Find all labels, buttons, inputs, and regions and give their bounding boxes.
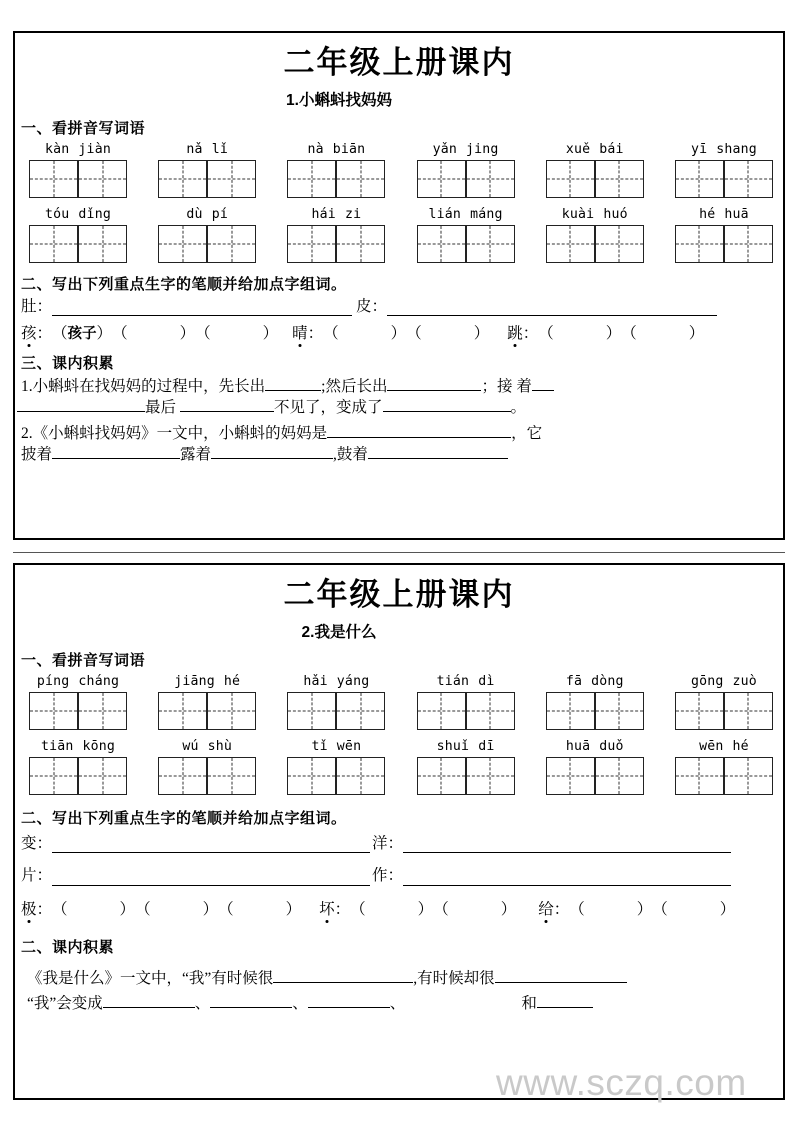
tianzige-cell[interactable] [287,160,336,198]
colon: ： [387,867,404,885]
pinyin-syllable: duǒ [599,738,624,754]
stroke-char: 片 [21,867,37,885]
accumulate-text: 、 [292,995,308,1013]
pinyin-text [186,142,228,157]
colon: ： [387,834,404,852]
fill-blank[interactable] [265,376,321,391]
dotted-char: 孩 [21,325,37,343]
page-title-2: 二年级上册课内 [283,577,515,612]
colon: ： [307,325,324,343]
pinyin-syllable: fā [565,673,583,689]
colon: ： [371,297,388,315]
section-heading-strokes-1: 二、写出下列重点生字的笔顺并给加点字组词。 [21,275,347,293]
tianzige-cell[interactable] [466,160,515,198]
colon: ： [36,325,53,343]
tianzige-cell[interactable] [466,225,515,263]
tianzige-cell[interactable] [29,757,78,795]
tianzige-grid[interactable] [158,160,256,198]
tianzige-grid[interactable] [287,160,385,198]
tianzige-cell[interactable] [78,160,127,198]
answer-paren[interactable]: （ ） [195,325,279,343]
stroke-blank[interactable] [403,837,731,853]
pinyin-syllable: yī [690,141,708,157]
tianzige-cell[interactable] [287,692,336,730]
pinyin-syllable: lián [428,206,462,222]
lesson-title-1: 1.小蝌蚪找妈妈 [286,91,392,109]
colon: ： [36,297,53,315]
pinyin-syllable: cháng [78,673,120,689]
tianzige-cell[interactable] [29,692,78,730]
stroke-blank[interactable] [52,870,370,886]
answer-paren[interactable]: （ ） [218,901,302,919]
pinyin-syllable: zi [344,206,362,222]
pinyin-syllable: kuài [561,206,595,222]
pinyin-grid-row [15,207,783,263]
pinyin-word-cell [158,207,256,263]
tianzige-cell[interactable] [417,225,466,263]
accumulate-text: 、 [389,995,406,1013]
tianzige-cell[interactable] [207,757,256,795]
pinyin-syllable: nǎ [186,141,203,157]
pinyin-text [437,674,495,689]
accumulate-text: 露着 [180,445,212,463]
pinyin-word-cell [675,674,773,730]
dotted-char: 跳 [507,325,523,343]
worksheet-card-2 [13,563,785,1100]
tianzige-cell[interactable] [336,757,385,795]
pinyin-text [562,207,628,222]
tianzige-grid[interactable] [546,225,644,263]
accumulate-text: ，它 [511,424,543,442]
pinyin-syllable: shù [207,738,233,754]
pinyin-syllable: hái [311,206,336,222]
accumulate-item [21,422,783,445]
answer-paren[interactable]: （ ） [652,901,736,919]
answer-text: 孩子 [67,326,97,343]
tianzige-cell[interactable] [417,692,466,730]
stroke-char: 洋 [372,834,388,852]
fill-blank[interactable] [17,397,145,412]
section-heading-pinyin-2: 一、看拼音写词语 [21,651,146,669]
fill-blank[interactable] [537,993,593,1008]
pinyin-word-cell [675,207,773,263]
pinyin-grid-row [15,739,783,795]
answer-paren[interactable]: （ ） [112,325,196,343]
stroke-char: 肚 [21,297,37,315]
pinyin-syllable: yáng [336,673,370,689]
fill-blank[interactable] [383,397,511,412]
accumulate-text: ；接 着 [481,378,532,396]
fill-blank[interactable] [180,397,274,412]
tianzige-grid[interactable] [675,692,773,730]
accumulate-text: 。 [510,399,527,417]
pinyin-syllable: lǐ [211,141,228,157]
dotted-char: 极 [21,901,37,919]
pinyin-text [699,739,749,754]
pinyin-syllable: tiān [40,738,74,754]
pinyin-text [41,739,115,754]
tianzige-cell[interactable] [724,757,773,795]
pinyin-text [303,674,369,689]
stroke-char: 变 [21,834,37,852]
pinyin-syllable: hǎi [303,673,328,689]
pinyin-word-cell [546,207,644,263]
tianzige-cell[interactable] [336,160,385,198]
pinyin-syllable: bái [599,141,624,157]
pinyin-syllable: kàn [45,141,70,157]
tianzige-grid[interactable] [158,757,256,795]
accumulate-item-cont [21,443,783,466]
stroke-char: 作 [372,867,388,885]
accumulate-text: ,鼓着 [333,445,368,463]
pinyin-text [691,674,757,689]
pinyin-syllable: hé [699,206,716,222]
answer-paren[interactable]: （ ） [350,901,434,919]
pinyin-word-cell [417,142,515,198]
tianzige-cell[interactable] [207,692,256,730]
stroke-order-row [21,866,783,886]
pinyin-text [691,142,757,157]
stroke-order-row [21,834,783,854]
pinyin-syllable: máng [470,206,503,222]
pinyin-syllable: dù [186,206,203,222]
tianzige-cell[interactable] [78,757,127,795]
pinyin-syllable: dī [478,738,495,754]
pinyin-text [433,142,499,157]
stroke-blank[interactable] [403,870,731,886]
pinyin-text [566,142,624,157]
pinyin-syllable: hé [732,738,749,754]
tianzige-cell[interactable] [595,225,644,263]
accumulate-item [27,992,783,1015]
pinyin-word-cell [417,739,515,795]
pinyin-syllable: shang [716,141,757,157]
pinyin-syllable: tián [436,673,470,689]
fill-blank[interactable] [387,376,481,391]
pinyin-word-cell [158,739,256,795]
pinyin-syllable: jing [465,141,499,157]
dotted-char: 晴 [292,325,308,343]
tianzige-cell[interactable] [158,225,207,263]
pinyin-syllable: tǐ [311,738,328,754]
tianzige-cell[interactable] [158,757,207,795]
tianzige-cell[interactable] [29,160,78,198]
tianzige-grid[interactable] [546,160,644,198]
pinyin-text [307,142,365,157]
pinyin-word-cell [417,674,515,730]
answer-paren[interactable]: （ ） [538,325,622,343]
fill-blank[interactable] [327,423,511,438]
pinyin-text [566,674,624,689]
pinyin-word-cell [675,739,773,795]
answer-paren[interactable]: （ ） [135,901,219,919]
tianzige-grid[interactable] [29,757,127,795]
accumulate-text: 和 [521,995,537,1013]
pinyin-syllable: jiàn [78,141,111,157]
stroke-blank[interactable] [52,300,352,316]
tianzige-grid[interactable] [158,692,256,730]
tianzige-cell[interactable] [675,225,724,263]
stroke-char: 皮 [356,297,372,315]
pinyin-syllable: yǎn [432,141,457,157]
accumulate-text: “我”会变成 [27,995,103,1013]
pinyin-syllable: biān [332,141,366,157]
tianzige-grid[interactable] [675,225,773,263]
dotted-char: 坏 [319,901,335,919]
tianzige-cell[interactable] [595,692,644,730]
tianzige-cell[interactable] [724,225,773,263]
pinyin-word-cell [675,142,773,198]
tianzige-cell[interactable] [78,225,127,263]
pinyin-syllable: tóu [45,206,70,222]
tianzige-grid[interactable] [287,225,385,263]
pinyin-text [566,739,624,754]
pinyin-syllable: hé [223,673,241,689]
tianzige-cell[interactable] [29,225,78,263]
tianzige-cell[interactable] [158,160,207,198]
answer-paren[interactable]: （ ） [569,901,653,919]
pinyin-word-cell [287,674,385,730]
answer-paren[interactable]: （ ） [621,325,705,343]
pinyin-word-cell [287,739,385,795]
pinyin-syllable: dǐng [78,206,111,222]
pinyin-word-cell [29,674,127,730]
fill-blank[interactable] [211,444,333,459]
pinyin-syllable: pí [211,206,228,222]
pinyin-word-cell [546,739,644,795]
tianzige-cell[interactable] [336,225,385,263]
fill-blank[interactable] [368,444,508,459]
pinyin-syllable: huā [724,206,749,222]
pinyin-text [699,207,749,222]
accumulate-item [27,967,783,990]
tianzige-cell[interactable] [546,692,595,730]
dotted-char: 给 [538,901,554,919]
tianzige-grid[interactable] [417,225,515,263]
tianzige-grid[interactable] [287,692,385,730]
fill-blank[interactable] [52,444,180,459]
pinyin-word-cell [158,142,256,198]
fill-blank[interactable] [103,993,195,1008]
accumulate-text: 最后 [145,399,177,417]
colon: ： [522,325,539,343]
pinyin-syllable: wēn [336,738,362,754]
tianzige-cell[interactable] [546,757,595,795]
word-formation-row [21,324,783,344]
tianzige-cell[interactable] [675,757,724,795]
accumulate-text: 2.《小蝌蚪找妈妈》一文中，小蝌蚪的妈妈是 [21,424,328,442]
pinyin-syllable: huó [603,206,628,222]
tianzige-cell[interactable] [546,160,595,198]
tianzige-cell[interactable] [724,692,773,730]
section-heading-pinyin-1: 一、看拼音写词语 [21,119,146,137]
pinyin-grid-row [15,142,783,198]
colon: ： [36,867,53,885]
pinyin-word-cell [287,142,385,198]
tianzige-cell[interactable] [207,160,256,198]
pinyin-word-cell [417,207,515,263]
tianzige-cell[interactable] [158,692,207,730]
pinyin-syllable: dòng [591,673,624,689]
pinyin-syllable: shuǐ [436,738,470,754]
tianzige-cell[interactable] [417,757,466,795]
stroke-blank[interactable] [387,300,717,316]
pinyin-word-cell [546,674,644,730]
pinyin-syllable: wú [182,738,199,754]
accumulate-item [21,375,783,398]
pinyin-text [437,739,495,754]
accumulate-text: 披着 [21,445,53,463]
pinyin-text [312,207,362,222]
tianzige-cell[interactable] [675,160,724,198]
pinyin-word-cell [29,207,127,263]
pinyin-syllable: jiāng [174,673,215,689]
section-heading-accumulate-2: 二、课内积累 [21,939,115,957]
pinyin-word-cell [546,142,644,198]
answer-paren[interactable]: （ ） [433,901,517,919]
pinyin-syllable: píng [36,673,70,689]
stroke-order-row [21,297,783,317]
tianzige-cell[interactable] [595,160,644,198]
pinyin-syllable: xuě [565,141,591,157]
pinyin-word-cell [158,674,256,730]
pinyin-text [182,739,232,754]
tianzige-grid[interactable] [29,225,127,263]
tianzige-cell[interactable] [595,757,644,795]
tianzige-cell[interactable] [417,160,466,198]
fill-blank[interactable] [308,993,390,1008]
pinyin-text [186,207,228,222]
pinyin-word-cell [29,739,127,795]
accumulate-text: 1.小蝌蚪在找妈妈的过程中，先长出 [21,378,266,396]
answer-paren[interactable]: （ ） [406,325,490,343]
pinyin-word-cell [287,207,385,263]
tianzige-grid[interactable] [675,757,773,795]
fill-blank[interactable] [210,993,292,1008]
pinyin-syllable: zuò [732,673,757,689]
pinyin-word-cell [29,142,127,198]
accumulate-text: 《我是什么》一文中，“我”有时候很 [27,970,274,988]
tianzige-cell[interactable] [675,692,724,730]
accumulate-text: 不见了，变成了 [274,399,383,417]
page-title-1: 二年级上册课内 [283,45,515,80]
pinyin-text [45,142,111,157]
accumulate-text: ,有时候却很 [413,970,495,988]
tianzige-grid[interactable] [417,757,515,795]
tianzige-cell[interactable] [336,692,385,730]
tianzige-grid[interactable] [287,757,385,795]
tianzige-grid[interactable] [546,757,644,795]
sheet-separator [13,552,785,553]
tianzige-grid[interactable] [417,692,515,730]
colon: ： [553,901,570,919]
pinyin-syllable: dì [478,673,495,689]
tianzige-grid[interactable] [675,160,773,198]
accumulate-text: 、 [194,995,211,1013]
worksheet-card-1 [13,31,785,540]
tianzige-cell[interactable] [724,160,773,198]
fill-blank[interactable] [273,968,413,983]
section-heading-strokes-2: 二、写出下列重点生字的笔顺并给加点字组词。 [21,809,347,827]
pinyin-syllable: gōng [690,673,724,689]
pinyin-text [45,207,111,222]
pinyin-syllable: kōng [82,738,116,754]
accumulate-item-cont [17,396,783,419]
tianzige-grid[interactable] [158,225,256,263]
tianzige-cell[interactable] [78,692,127,730]
answer-paren-filled[interactable]: （孩子） [52,325,113,343]
pinyin-syllable: huā [565,738,591,754]
site-watermark: www.sczq.com [496,1062,747,1103]
accumulate-text: ;然后长出 [321,378,388,396]
answer-paren[interactable]: （ ） [323,325,407,343]
pinyin-syllable: nà [307,141,324,157]
tianzige-grid[interactable] [29,692,127,730]
colon: ： [36,901,53,919]
answer-paren[interactable]: （ ） [52,901,136,919]
tianzige-cell[interactable] [466,757,515,795]
tianzige-cell[interactable] [546,225,595,263]
fill-blank[interactable] [495,968,627,983]
tianzige-cell[interactable] [207,225,256,263]
lesson-title-2: 2.我是什么 [301,623,377,641]
tianzige-cell[interactable] [287,757,336,795]
stroke-blank[interactable] [52,837,370,853]
fill-blank[interactable] [532,376,554,391]
pinyin-syllable: wēn [699,738,724,754]
pinyin-grid-row [15,674,783,730]
pinyin-text [37,674,119,689]
tianzige-cell[interactable] [287,225,336,263]
pinyin-text [174,674,240,689]
pinyin-text [312,739,362,754]
tianzige-grid[interactable] [546,692,644,730]
colon: ： [36,834,53,852]
word-formation-row [21,900,783,920]
pinyin-text [429,207,503,222]
tianzige-grid[interactable] [29,160,127,198]
colon: ： [334,901,351,919]
tianzige-grid[interactable] [417,160,515,198]
tianzige-cell[interactable] [466,692,515,730]
section-heading-accumulate-1: 三、课内积累 [21,355,115,373]
